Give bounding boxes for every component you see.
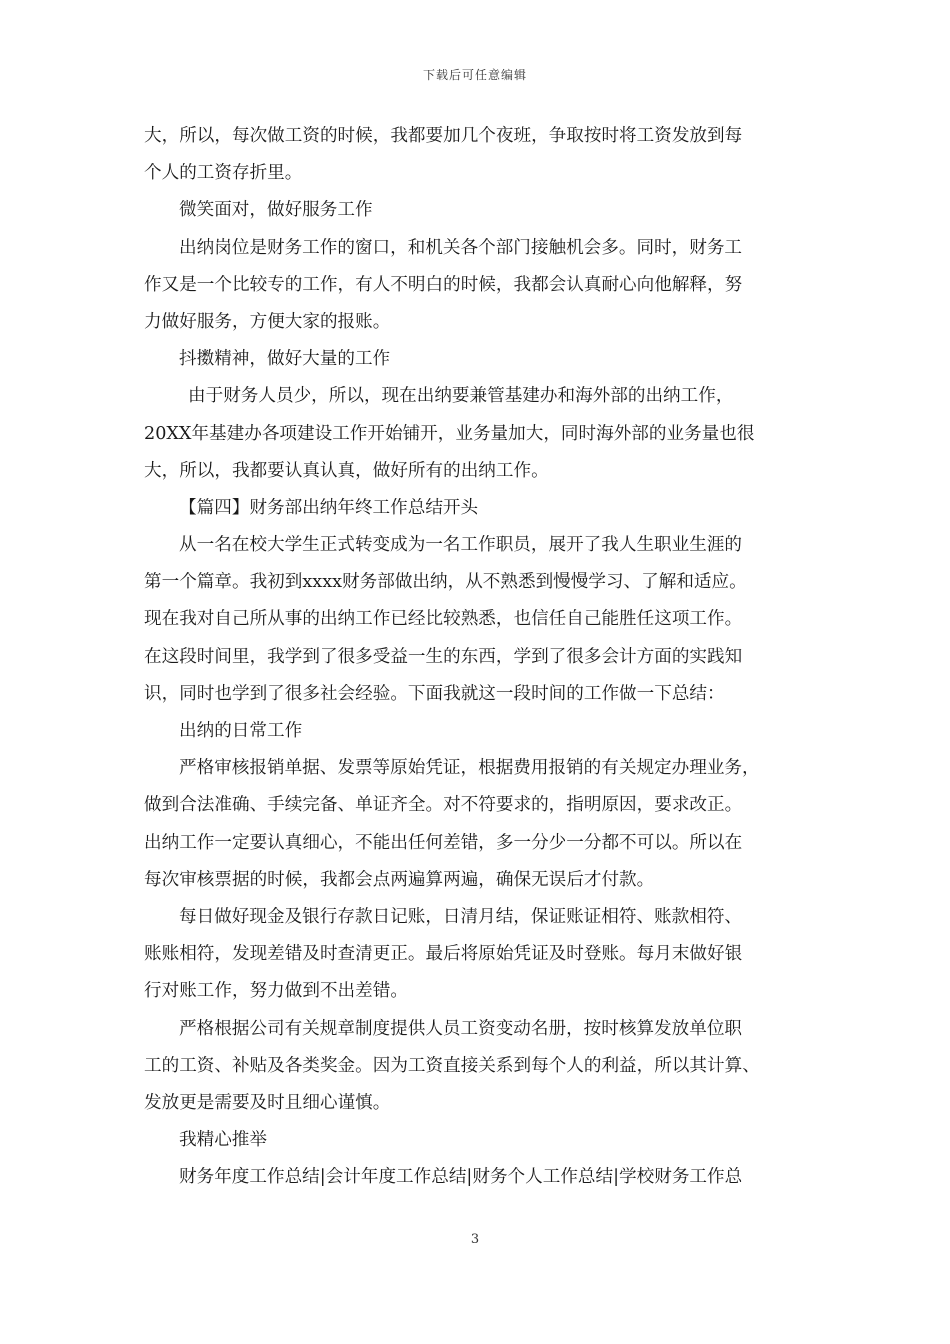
text-line: 严格根据公司有关规章制度提供人员工资变动名册，按时核算发放单位职 bbox=[179, 1018, 743, 1039]
section-heading: 我精心推举 bbox=[179, 1130, 267, 1151]
page-number: 3 bbox=[470, 1232, 480, 1247]
text-line: 作又是一个比较专的工作，有人不明白的时候，我都会认真耐心向他解释，努 bbox=[144, 274, 743, 295]
text-line: 由于财务人员少，所以，现在出纳要兼管基建办和海外部的出纳工作， bbox=[188, 386, 734, 407]
text-line: 大，所以，我都要认真认真，做好所有的出纳工作。 bbox=[144, 460, 549, 481]
section-heading: 抖擞精神，做好大量的工作 bbox=[179, 349, 391, 370]
text-line: 每次审核票据的时候，我都会点两遍算两遍，确保无误后才付款。 bbox=[144, 869, 655, 890]
text-line: 行对账工作，努力做到不出差错。 bbox=[144, 981, 408, 1002]
text-line: 出纳工作一定要认真细心，不能出任何差错，多一分少一分都不可以。所以在 bbox=[144, 832, 743, 853]
text-line: 识，同时也学到了很多社会经验。下面我就这一段时间的工作做一下总结： bbox=[144, 683, 725, 704]
text-line: 从一名在校大学生正式转变成为一名工作职员，展开了我人生职业生涯的 bbox=[179, 535, 743, 556]
text-line: 发放更是需要及时且细心谨慎。 bbox=[144, 1092, 391, 1113]
document-body bbox=[144, 118, 816, 1196]
text-line: 工的工资、补贴及各类奖金。因为工资直接关系到每个人的利益，所以其计算、 bbox=[144, 1055, 760, 1076]
text-line: 现在我对自己所从事的出纳工作已经比较熟悉，也信任自己能胜任这项工作。 bbox=[144, 609, 743, 630]
text-line: 第一个篇章。我初到xxxx财务部做出纳，从不熟悉到慢慢学习、了解和适应。 bbox=[144, 572, 747, 593]
text-line: 力做好服务，方便大家的报账。 bbox=[144, 311, 391, 332]
related-links-line[interactable]: 财务年度工作总结|会计年度工作总结|财务个人工作总结|学校财务工作总 bbox=[179, 1167, 743, 1188]
text-line: 大，所以，每次做工资的时候，我都要加几个夜班，争取按时将工资发放到每 bbox=[144, 126, 743, 146]
text-line: 严格审核报销单据、发票等原始凭证，根据费用报销的有关规定办理业务， bbox=[179, 758, 760, 779]
text-line: 在这段时间里，我学到了很多受益一生的东西，学到了很多会计方面的实践知 bbox=[144, 646, 743, 667]
text-line: 做到合法准确、手续完备、单证齐全。对不符要求的，指明原因，要求改正。 bbox=[144, 795, 743, 816]
text-line: 个人的工资存折里。 bbox=[144, 163, 303, 184]
section-heading: 微笑面对，做好服务工作 bbox=[179, 200, 373, 221]
section-title: 【篇四】财务部出纳年终工作总结开头 bbox=[179, 497, 479, 518]
text-line: 20XX年基建办各项建设工作开始铺开，业务量加大，同时海外部的业务量也很 bbox=[144, 423, 755, 444]
text-line: 每日做好现金及银行存款日记账，日清月结，保证账证相符、账款相符、 bbox=[179, 906, 743, 927]
section-heading: 出纳的日常工作 bbox=[179, 721, 303, 741]
text-line: 账账相符，发现差错及时查清更正。最后将原始凭证及时登账。每月末做好银 bbox=[144, 944, 743, 965]
text-line: 出纳岗位是财务工作的窗口，和机关各个部门接触机会多。同时，财务工 bbox=[179, 237, 743, 258]
page-header-note: 下载后可任意编辑 bbox=[422, 68, 527, 82]
